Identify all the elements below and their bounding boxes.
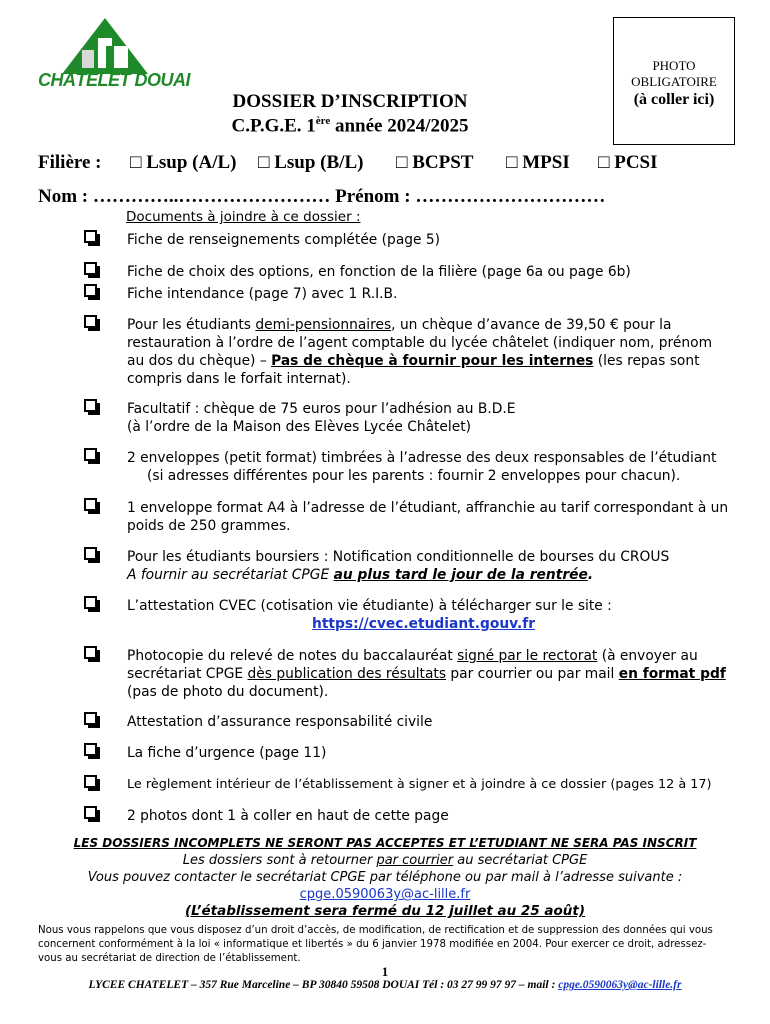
page-number: 1: [381, 964, 389, 979]
document-subtitle: C.P.G.E. 1ère année 2024/2025: [231, 115, 469, 137]
checkbox-icon[interactable]: [84, 646, 97, 659]
filiere-option-pcsi[interactable]: □ PCSI: [598, 152, 658, 173]
checkbox-icon[interactable]: [84, 547, 97, 560]
filiere-label: Filière :: [38, 152, 102, 173]
return-instructions: Les dossiers sont à retourner par courrier au secrétariat CPGE: [182, 853, 588, 868]
photo-paste-label: (à coller ici): [633, 91, 715, 108]
notice-block: [0, 835, 770, 920]
checkbox-icon[interactable]: [84, 712, 97, 725]
checkbox-icon[interactable]: [84, 399, 97, 412]
photo-required-label: OBLIGATOIRE: [631, 74, 717, 89]
cvec-link[interactable]: https://cvec.etudiant.gouv.fr: [312, 616, 536, 632]
name-fields[interactable]: Nom : …………..…………………… Prénom : …………………………: [38, 186, 606, 207]
checkbox-icon[interactable]: [84, 230, 97, 243]
footer-address: LYCEE CHATELET – 357 Rue Marceline – BP 30840 59508 DOUAI Tél : 03 27 99 97 97 – mail : cpge.0590063y@ac-lille.fr: [88, 979, 682, 991]
checkbox-icon[interactable]: [84, 262, 97, 275]
filiere-option-lsup-bl[interactable]: □ Lsup (B/L): [258, 152, 364, 173]
contact-instructions: Vous pouvez contacter le secrétariat CPGE par téléphone ou par mail à l’adresse suivante :: [87, 870, 683, 885]
checkbox-icon[interactable]: [84, 498, 97, 511]
incomplete-warning: LES DOSSIERS INCOMPLETS NE SERONT PAS ACCEPTES ET L’ETUDIANT NE SERA PAS INSCRIT: [73, 836, 697, 850]
checkbox-icon[interactable]: [84, 448, 97, 461]
checkbox-icon[interactable]: [84, 315, 97, 328]
school-logo-text: CHÂTELET DOUAI: [38, 70, 190, 90]
document-title: DOSSIER D’INSCRIPTION: [232, 91, 468, 112]
school-logo-icon: [60, 16, 150, 76]
filiere-option-lsup-al[interactable]: □ Lsup (A/L): [130, 152, 237, 173]
closure-notice: (L’établissement sera fermé du 12 juillet au 25 août): [184, 903, 586, 919]
checkbox-icon[interactable]: [84, 596, 97, 609]
filiere-option-mpsi[interactable]: □ MPSI: [506, 152, 570, 173]
documents-heading: Documents à joindre à ce dossier :: [126, 209, 361, 225]
checkbox-icon[interactable]: [84, 806, 97, 819]
checkbox-icon[interactable]: [84, 743, 97, 756]
privacy-footnote: Nous vous rappelons que vous disposez d’un droit d’accès, de modification, de rectification et de suppression des données qui vous concernent conformément à la loi « informatique et libertés » du 6 janvier 1978 modifiée en 2004. Pour exercer ce droit, adressez-vous au secrétariat de direction de l’établissement.: [38, 925, 713, 964]
filiere-option-bcpst[interactable]: □ BCPST: [396, 152, 474, 173]
checkbox-icon[interactable]: [84, 775, 97, 788]
photo-box: [613, 17, 735, 145]
footer-email-link[interactable]: cpge.0590063y@ac-lille.fr: [558, 979, 682, 991]
photo-label: PHOTO: [652, 58, 696, 73]
contact-email-link[interactable]: cpge.0590063y@ac-lille.fr: [299, 887, 471, 902]
checkbox-icon[interactable]: [84, 284, 97, 297]
